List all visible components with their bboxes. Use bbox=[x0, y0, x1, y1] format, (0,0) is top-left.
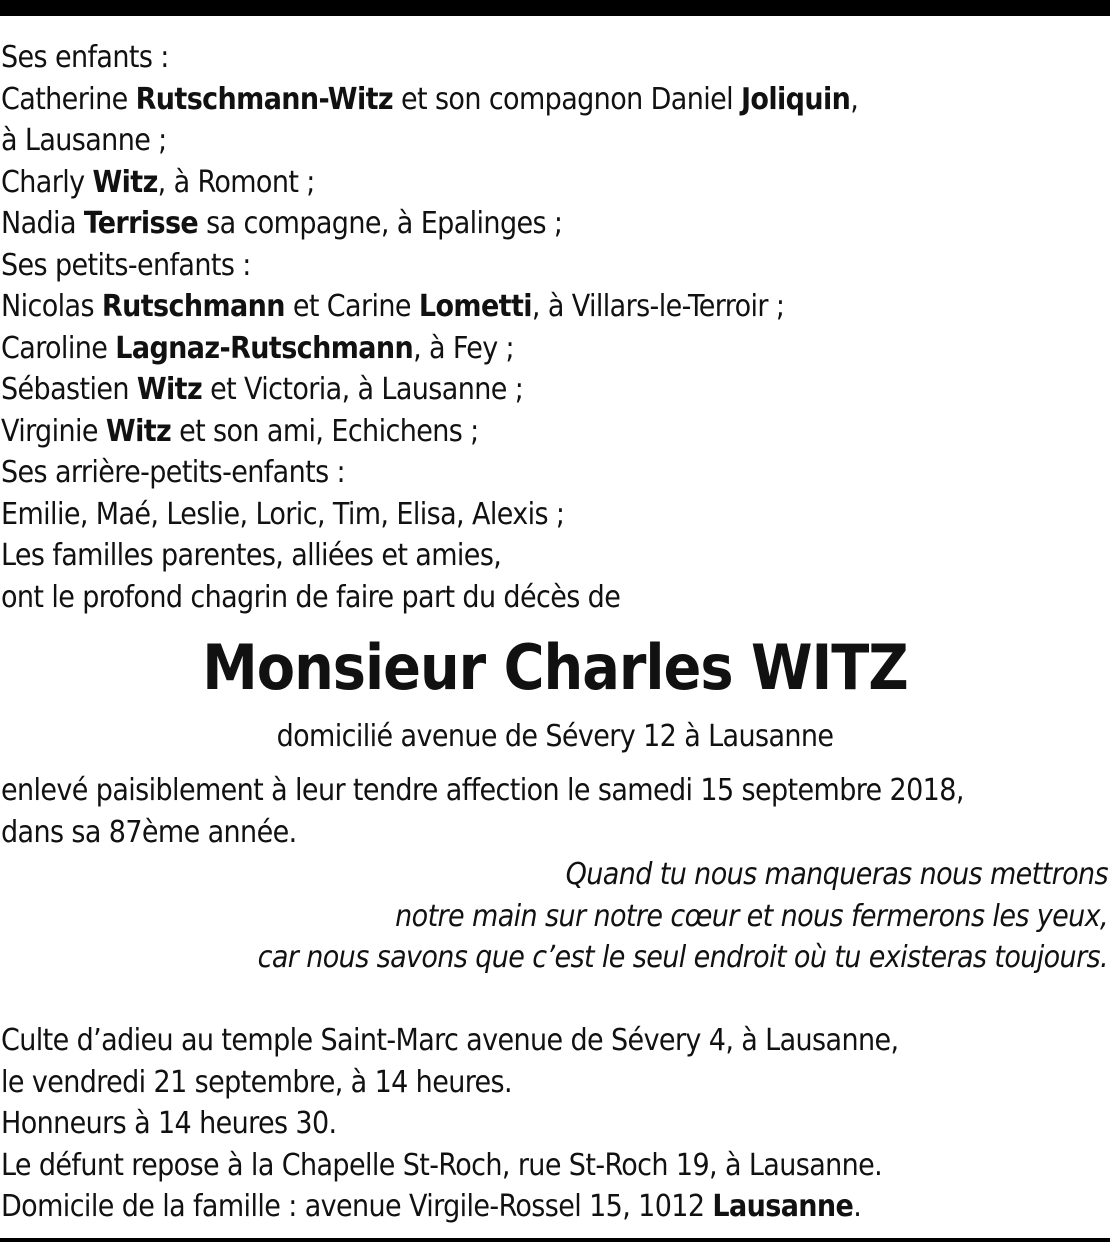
text-line: dans sa 87ème année. bbox=[1, 814, 297, 850]
text-line: Nadia Terrisse sa compagne, à Epalinges ; bbox=[1, 206, 563, 241]
surname: Witz bbox=[136, 372, 203, 407]
death-notice bbox=[1, 770, 1110, 853]
text-line: Catherine Rutschmann-Witz et son compagnon Daniel Joliquin, bbox=[1, 81, 859, 117]
text-line bbox=[1, 245, 1110, 287]
text-line: Culte d’adieu au temple Saint-Marc avenue de Sévery 4, à Lausanne, bbox=[1, 1023, 899, 1058]
bottom-rule bbox=[0, 1238, 1110, 1242]
surname: Witz bbox=[92, 164, 158, 200]
deceased-name: Monsieur Charles WITZ bbox=[202, 631, 908, 704]
text-line: Sébastien Witz et Victoria, à Lausanne ; bbox=[1, 372, 524, 407]
poem-line: car nous savons que c’est le seul endroit où tu existeras toujours. bbox=[257, 940, 1108, 975]
text-line: Les familles parentes, alliées et amies, bbox=[1, 538, 502, 573]
deceased-address: domicilié avenue de Sévery 12 à Lausanne bbox=[276, 719, 834, 754]
surname: Rutschmann bbox=[101, 289, 285, 324]
text-line: Emilie, Maé, Leslie, Loric, Tim, Elisa, Alexis ; bbox=[1, 496, 565, 532]
ceremony-details bbox=[1, 1020, 1110, 1228]
surname: Terrisse bbox=[83, 206, 199, 241]
top-rule bbox=[0, 0, 1110, 16]
surname: Joliquin bbox=[741, 81, 851, 117]
poem-line: Quand tu nous manqueras nous mettrons bbox=[565, 857, 1108, 892]
poem-line: notre main sur notre cœur et nous fermerons les yeux, bbox=[395, 898, 1108, 934]
heading-grandchildren: Ses petits-enfants : bbox=[1, 247, 251, 283]
text-line: Caroline Lagnaz-Rutschmann, à Fey ; bbox=[1, 330, 515, 366]
text-line bbox=[1, 37, 1110, 79]
text-line: Domicile de la famille : avenue Virgile-Rossel 15, 1012 Lausanne. bbox=[1, 1189, 862, 1224]
text-line bbox=[1, 452, 1110, 494]
poem-quote bbox=[1, 854, 1108, 979]
text-line: le vendredi 21 septembre, à 14 heures. bbox=[1, 1064, 512, 1100]
surname: Rutschmann-Witz bbox=[135, 81, 394, 117]
text-line: enlevé paisiblement à leur tendre affection le samedi 15 septembre 2018, bbox=[1, 773, 964, 808]
text-line: Honneurs à 14 heures 30. bbox=[1, 1106, 337, 1141]
surname: Lagnaz-Rutschmann bbox=[115, 330, 414, 366]
surname: Lometti bbox=[418, 289, 532, 324]
heading-great-grandchildren: Ses arrière-petits-enfants : bbox=[1, 455, 346, 490]
family-announcement bbox=[1, 37, 1110, 618]
text-line: Le défunt repose à la Chapelle St-Roch, rue St-Roch 19, à Lausanne. bbox=[1, 1147, 883, 1183]
text-line: ont le profond chagrin de faire part du décès de bbox=[1, 579, 621, 615]
text-line: Nicolas Rutschmann et Carine Lometti, à Villars-le-Terroir ; bbox=[1, 289, 785, 324]
text-line: Virginie Witz et son ami, Echichens ; bbox=[1, 413, 479, 449]
text-line: Charly Witz, à Romont ; bbox=[1, 164, 315, 200]
city: Lausanne bbox=[712, 1189, 854, 1224]
text-line: à Lausanne ; bbox=[1, 123, 167, 158]
heading-children: Ses enfants : bbox=[1, 40, 169, 75]
surname: Witz bbox=[105, 413, 172, 449]
